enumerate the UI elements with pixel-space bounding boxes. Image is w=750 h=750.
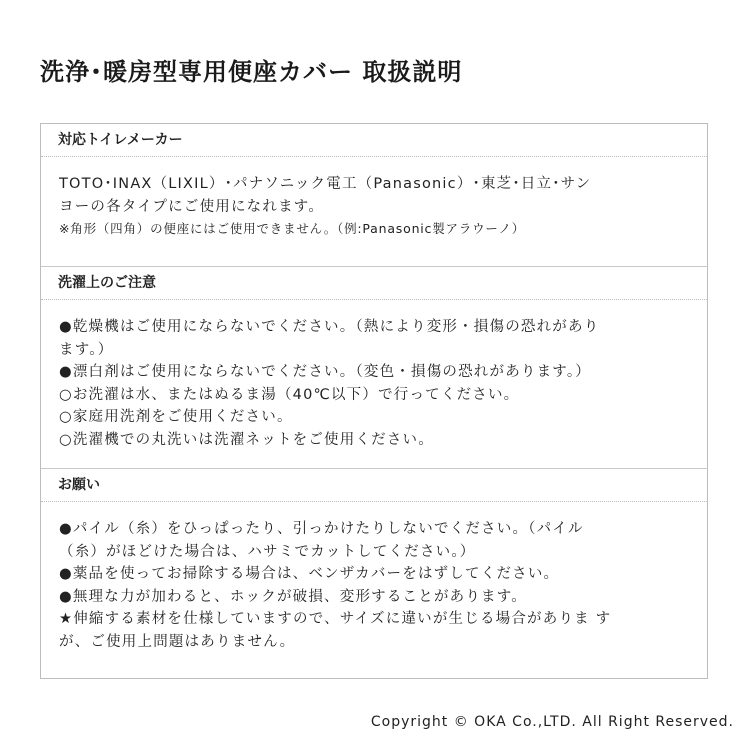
instructions-box <box>40 123 708 679</box>
section-heading: お願い <box>41 469 707 502</box>
page-title: 洗浄･暖房型専用便座カバー 取扱説明 <box>40 58 463 86</box>
copyright: Copyright © OKA Co.,LTD. All Right Reserved. <box>370 714 734 730</box>
body-line: ヨーの各タイプにご使用になれます。 <box>59 198 325 215</box>
section-compatible-makers <box>41 124 707 266</box>
section-heading: 対応トイレメーカー <box>41 124 707 157</box>
body-line: TOTO･INAX（LIXIL）･パナソニック電工（Panasonic）･東芝･日立･サン <box>59 176 592 192</box>
section-body <box>41 502 707 653</box>
body-line: ●薬品を使ってお掃除する場合は、ベンザカバーをはずしてください。 <box>59 566 560 582</box>
body-line: ●パイル（糸）をひっぱったり、引っかけたりしないでください。（パイル <box>59 521 584 537</box>
body-line: ●無理な力が加わると、ホックが破損、変形することがあります。 <box>59 588 527 605</box>
body-line: が、ご使用上問題はありません。 <box>59 633 296 650</box>
body-line: ●漂白剤はご使用にならないでください。（変色・損傷の恐れがあります。） <box>59 364 591 380</box>
section-body <box>41 157 707 241</box>
section-requests <box>41 468 707 679</box>
section-heading: 洗濯上のご注意 <box>41 267 707 300</box>
body-line: ★伸縮する素材を仕様していますので、サイズに違いが生じる場合がありま す <box>59 611 612 627</box>
section-body <box>41 300 707 451</box>
body-line: ●乾燥機はご使用にならないでください。（熱により変形・損傷の恐れがあり <box>59 319 600 335</box>
body-line: ○家庭用洗剤をご使用ください。 <box>59 409 293 425</box>
body-line: ます。） <box>59 341 114 358</box>
body-line: （糸）がほどけた場合は、ハサミでカットしてください。） <box>59 543 476 560</box>
section-washing-cautions <box>41 266 707 469</box>
note-line: ※角形（四角）の便座にはご使用できません。（例:Panasonic製アラウーノ） <box>59 221 526 236</box>
body-line: ○お洗濯は水、またはぬるま湯（40℃以下）で行ってください。 <box>59 386 520 403</box>
body-line: ○洗濯機での丸洗いは洗濯ネットをご使用ください。 <box>59 431 434 448</box>
